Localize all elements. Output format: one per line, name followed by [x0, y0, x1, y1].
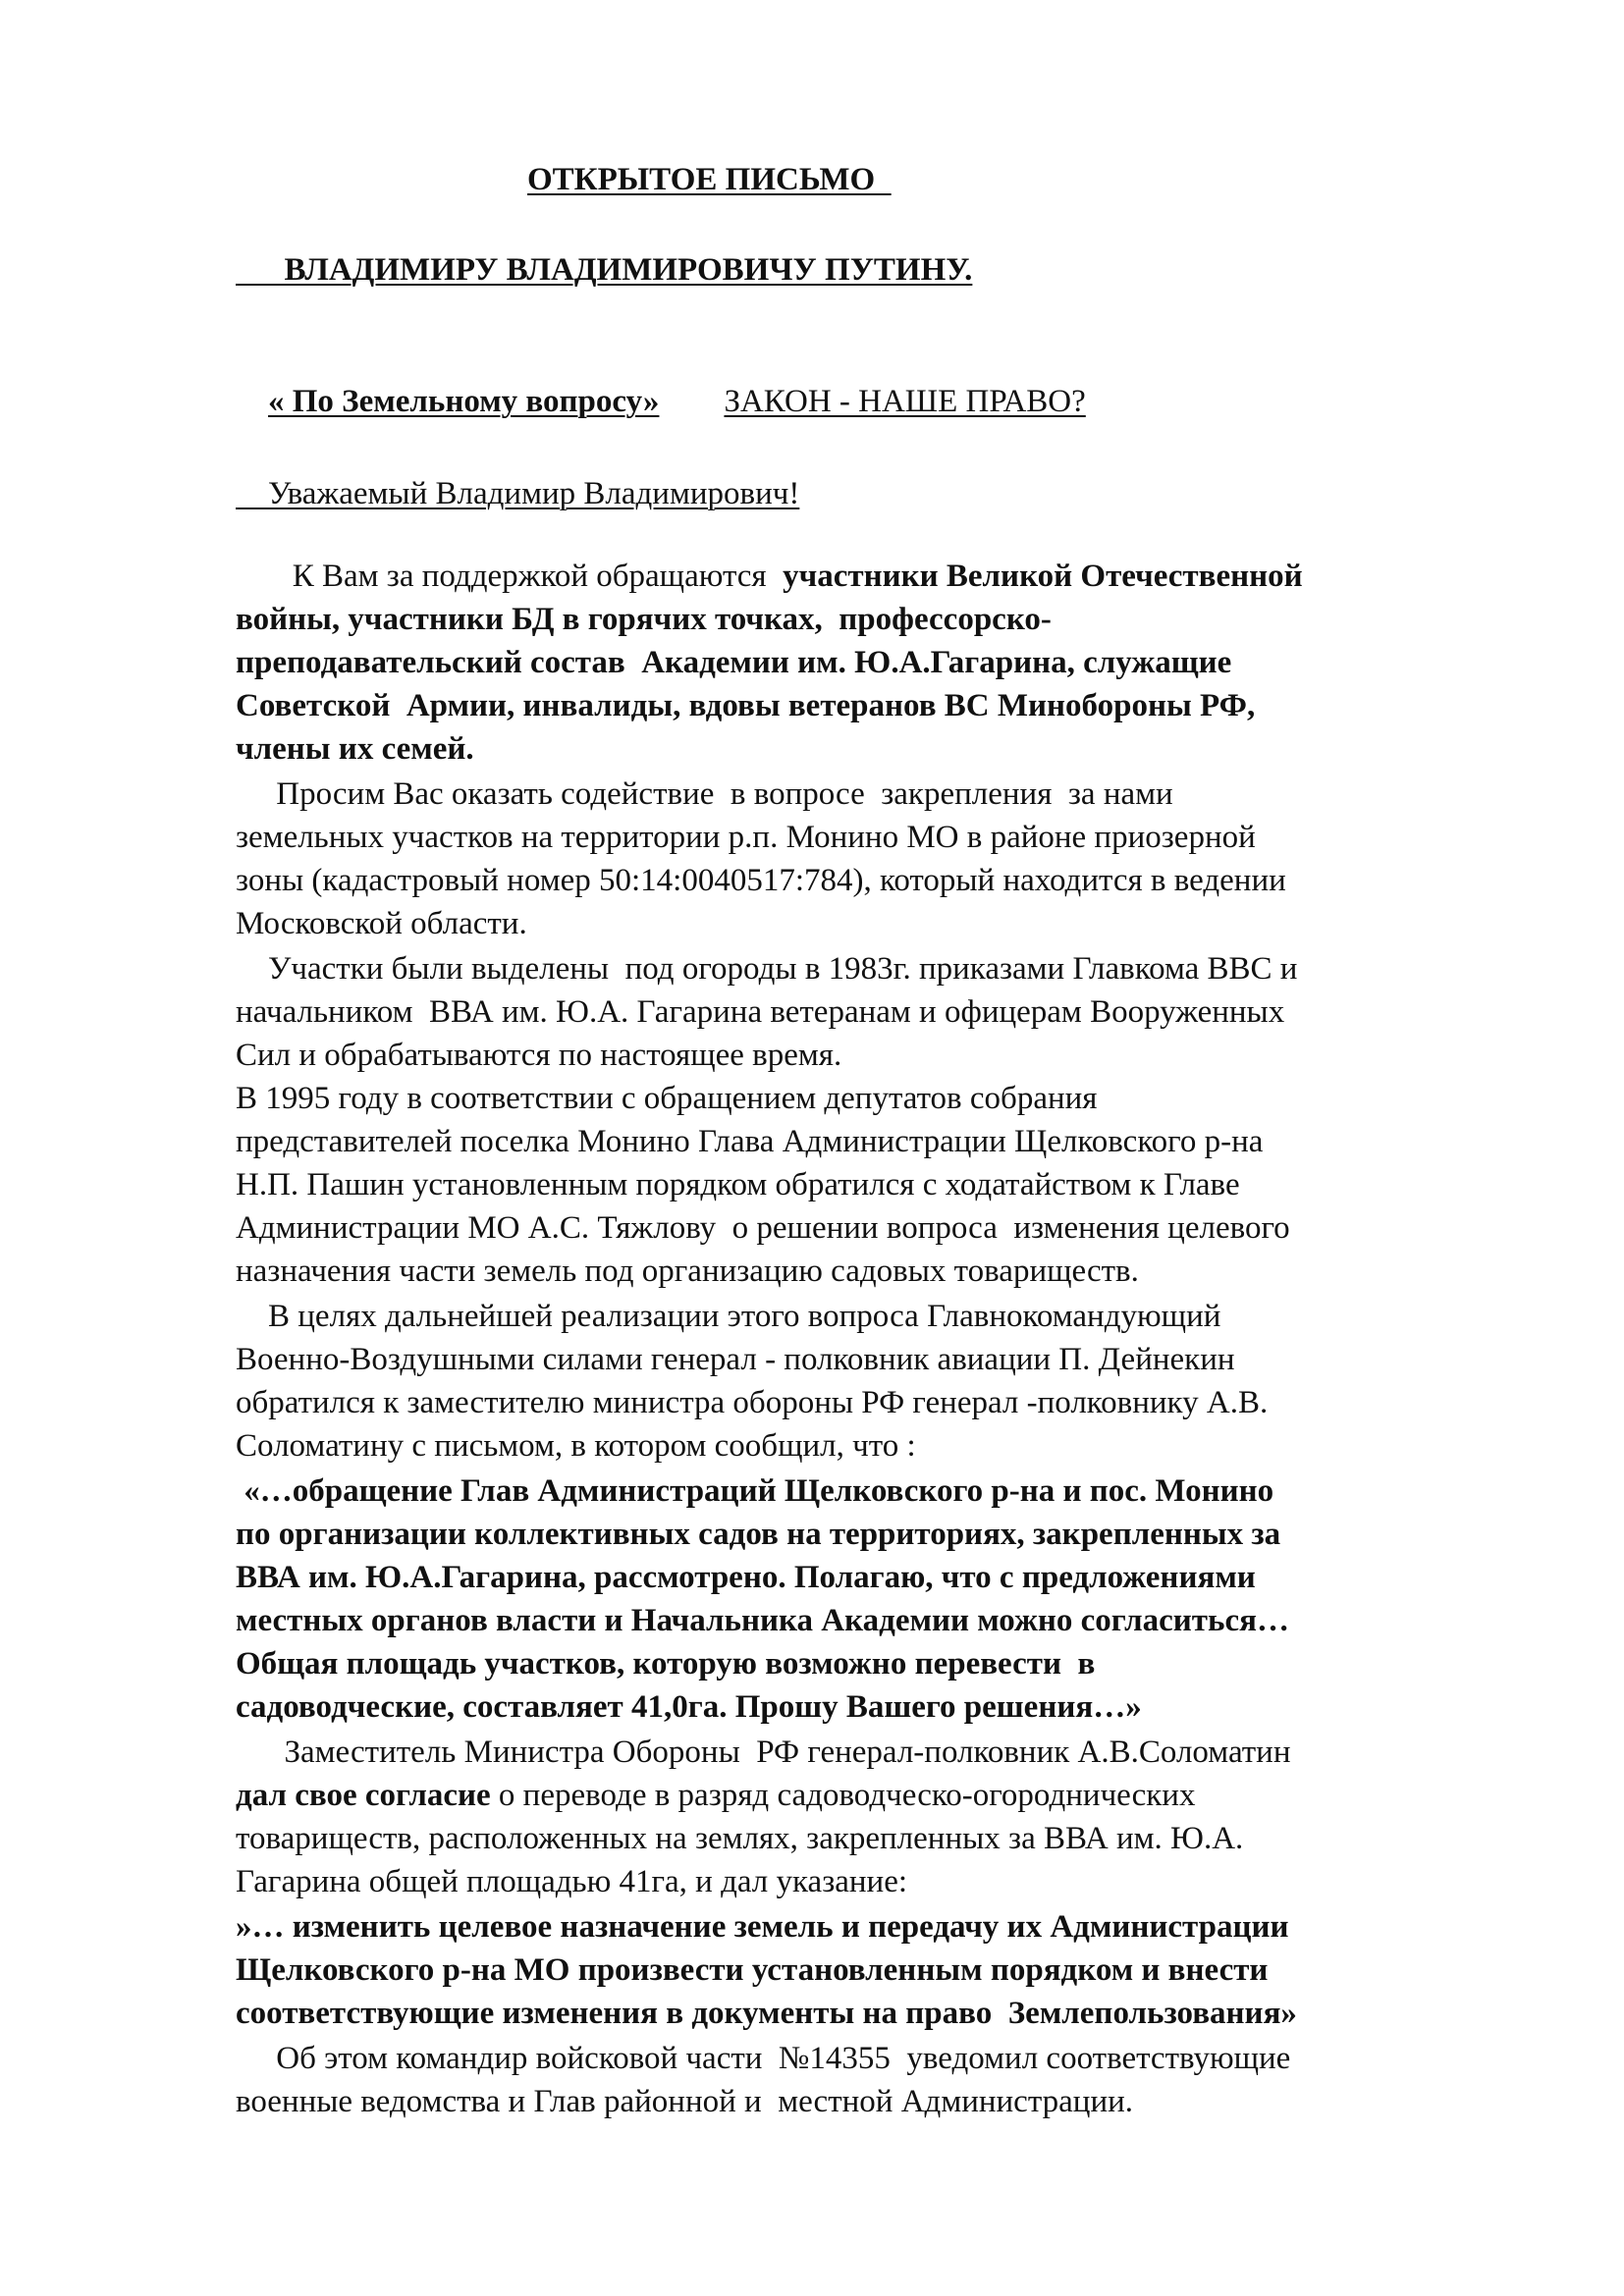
p4-line2: представителей поселка Монино Глава Администрации Щелковского р-на — [236, 1124, 1264, 1159]
p7-line1: Об этом командир войсковой части №14355 уведомил соответствующие — [236, 2041, 1291, 2076]
quote1-line1: «…обращение Глав Администраций Щелковского р-на и пос. Монино — [236, 1473, 1274, 1509]
salutation: Уважаемый Владимир Владимирович! — [236, 476, 800, 511]
p2-line2: земельных участков на территории р.п. Монино МО в районе приозерной — [236, 820, 1256, 855]
quote1-line3: ВВА им. Ю.А.Гагарина, рассмотрено. Полагаю, что с предложениями — [236, 1560, 1256, 1595]
p5-line2: Военно-Воздушными силами генерал - полковник авиации П. Дейнекин — [236, 1342, 1235, 1377]
p1-line1: К Вам за поддержкой обращаются участники Великой Отечественной — [236, 559, 1303, 594]
subject-topic: « По Земельному вопросу» — [268, 384, 660, 419]
p4-line3: Н.П. Пашин установленным порядком обратился с ходатайством к Главе — [236, 1167, 1240, 1202]
p3-line1: Участки были выделены под огороды в 1983г. приказами Главкома ВВС и — [236, 951, 1298, 987]
p6-line2: дал свое согласие о переводе в разряд садоводческо-огороднических — [236, 1778, 1196, 1813]
p1-line2: войны, участники БД в горячих точках, профессорско- — [236, 602, 1052, 637]
p2-line3: зоны (кадастровый номер 50:14:0040517:784), который находится в ведении — [236, 863, 1286, 898]
quote2-line1: »… изменить целевое назначение земель и передачу их Администрации — [236, 1909, 1289, 1945]
p5-line1: В целях дальнейшей реализации этого вопроса Главнокомандующий — [236, 1299, 1221, 1334]
p2-line1: Просим Вас оказать содействие в вопросе закрепления за нами — [236, 776, 1173, 812]
p3-line2: начальником ВВА им. Ю.А. Гагарина ветеранам и офицерам Вооруженных — [236, 994, 1285, 1030]
p4-line5: назначения части земель под организацию садовых товариществ. — [236, 1254, 1139, 1289]
p5-line4: Соломатину с письмом, в котором сообщил, что : — [236, 1428, 916, 1464]
letter-subject — [236, 340, 1086, 463]
p4-line4: Администрации МО А.С. Тяжлову о решении вопроса изменения целевого — [236, 1210, 1290, 1246]
p1-line3: преподавательский состав Академии им. Ю.А.Гагарина, служащие — [236, 645, 1232, 680]
p2-line4: Московской области. — [236, 906, 527, 941]
quote1-line5: Общая площадь участков, которую возможно перевести в — [236, 1646, 1096, 1682]
quote2-line3: соответствующие изменения в документы на право Землепользования» — [236, 1996, 1297, 2031]
quote1-line6: садоводческие, составляет 41,0га. Прошу Вашего решения…» — [236, 1689, 1142, 1725]
subject-slogan: ЗАКОН - НАШЕ ПРАВО? — [724, 384, 1086, 419]
p7-line2: военные ведомства и Глав районной и местной Администрации. — [236, 2084, 1134, 2119]
quote1-line4: местных органов власти и Начальника Академии можно согласиться… — [236, 1603, 1289, 1638]
p6-line4: Гагарина общей площадью 41га, и дал указание: — [236, 1864, 908, 1899]
quote1-line2: по организации коллективных садов на территориях, закрепленных за — [236, 1517, 1281, 1552]
p4-line1: В 1995 году в соответствии с обращением депутатов собрания — [236, 1081, 1098, 1116]
p5-line3: обратился к заместителю министра обороны РФ генерал -полковнику А.В. — [236, 1385, 1269, 1420]
letter-addressee: ВЛАДИМИРУ ВЛАДИМИРОВИЧУ ПУТИНУ. — [236, 252, 973, 288]
p6-line3: товариществ, расположенных на землях, закрепленных за ВВА им. Ю.А. — [236, 1821, 1244, 1856]
p1-line4: Советской Армии, инвалиды, вдовы ветеранов ВС Минобороны РФ, — [236, 688, 1256, 723]
p1-line5: члены их семей. — [236, 731, 474, 767]
quote2-line2: Щелковского р-на МО произвести установленным порядком и внести — [236, 1952, 1269, 1988]
letter-title: ОТКРЫТОЕ ПИСЬМО — [527, 162, 892, 197]
p3-line3: Сил и обрабатываются по настоящее время. — [236, 1038, 842, 1073]
p6-line1: Заместитель Министра Обороны РФ генерал-полковник А.В.Соломатин — [236, 1735, 1291, 1770]
